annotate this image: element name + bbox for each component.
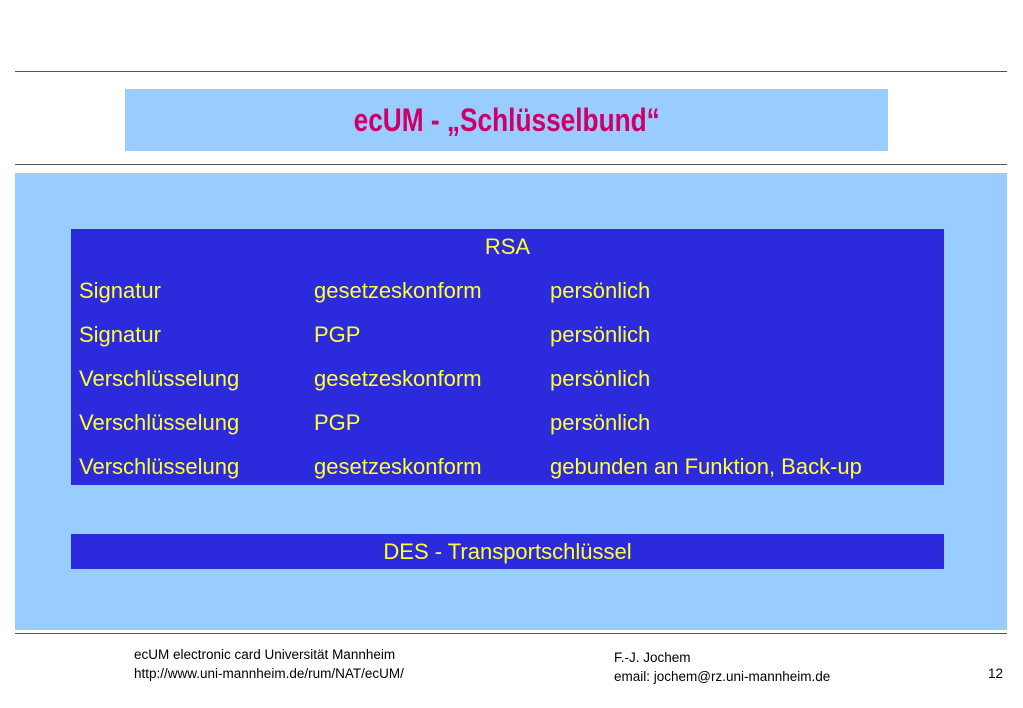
table-cell-usage: Verschlüsselung [79,454,240,479]
footer-author [614,648,830,686]
page-title: ecUM - „Schlüsselbund“ [353,101,660,138]
des-transport-key-bar: DES - Transportschlüssel [71,534,944,569]
table-cell-binding: persönlich [550,278,651,303]
table-cell-type: gesetzeskonform [314,366,482,391]
table-row [71,445,944,489]
table-cell-usage: Signatur [79,322,161,347]
footer-divider [15,633,1007,634]
top-divider [15,71,1007,72]
footer-org-text: ecUM electronic card Universität Mannheim [134,647,396,662]
table-cell-type: PGP [314,410,361,435]
title-box [125,89,888,151]
table-cell-usage: Signatur [79,278,161,303]
footer-url-link[interactable]: http://www.uni-mannheim.de/rum/NAT/ecUM/ [134,666,404,681]
footer-email-link[interactable]: email: jochem@rz.uni-mannheim.de [614,669,831,684]
table-cell-binding: gebunden an Funktion, Back-up [550,454,862,479]
table-cell-binding: persönlich [550,410,651,435]
rsa-table [71,229,944,485]
table-cell-binding: persönlich [550,366,651,391]
table-cell-type: PGP [314,322,361,347]
page-number: 12 [988,666,1004,681]
table-row [71,313,944,357]
rsa-table-header: RSA [484,234,531,259]
table-row [71,269,944,313]
table-cell-usage: Verschlüsselung [79,410,240,435]
footer-author-name: F.-J. Jochem [614,650,691,665]
table-row [71,357,944,401]
table-cell-type: gesetzeskonform [314,278,482,303]
table-cell-usage: Verschlüsselung [79,366,240,391]
table-row [71,401,944,445]
table-cell-binding: persönlich [550,322,651,347]
table-cell-type: gesetzeskonform [314,454,482,479]
footer-source [134,645,404,683]
title-divider [15,164,1007,165]
